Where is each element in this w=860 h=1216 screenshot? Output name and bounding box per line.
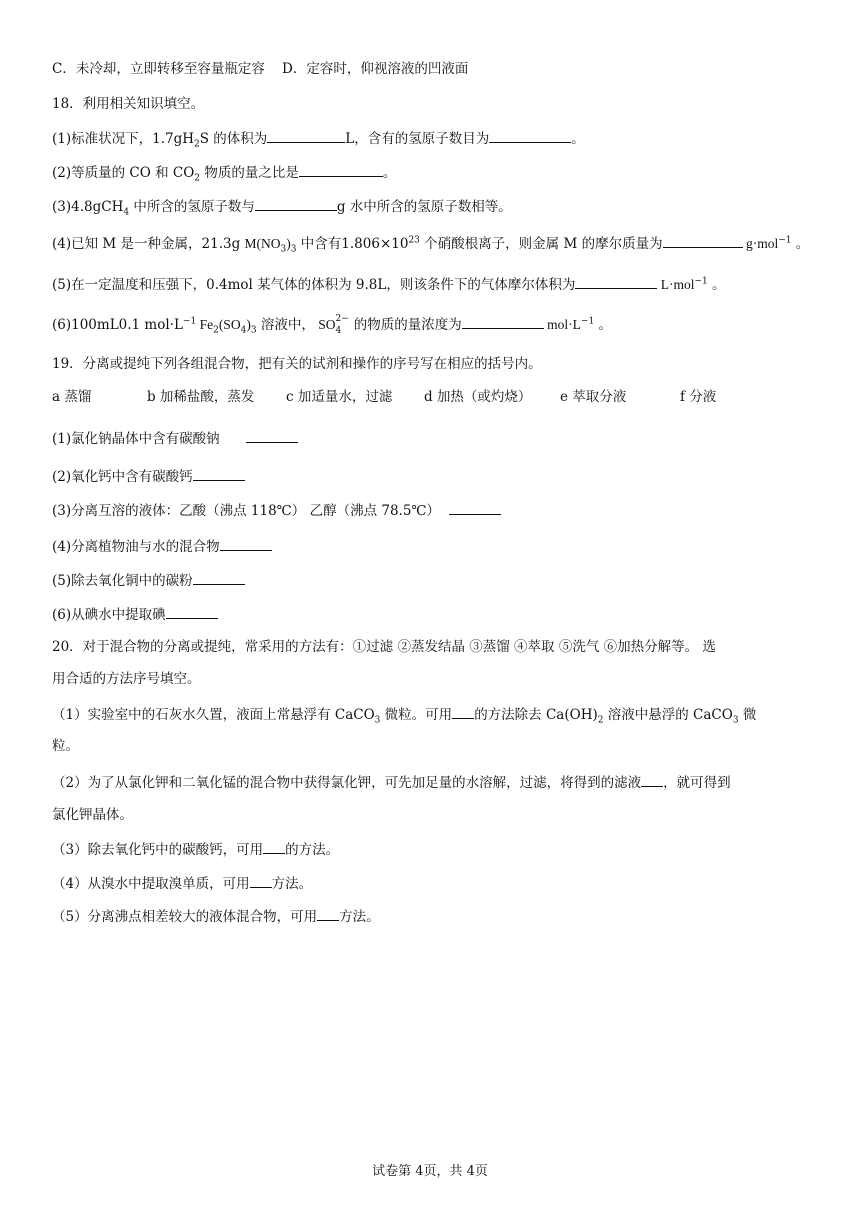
q19-option-c: c 加适量水，过滤 bbox=[286, 389, 393, 405]
q19-option-e: e 萃取分液 bbox=[560, 389, 627, 405]
q20-part5: （5）分离沸点相差较大的液体混合物，可用 方法。 bbox=[52, 909, 380, 925]
answer-blank[interactable] bbox=[193, 571, 245, 585]
answer-blank[interactable] bbox=[299, 163, 383, 177]
answer-blank[interactable] bbox=[246, 429, 298, 443]
q17-options-cd bbox=[52, 60, 468, 78]
answer-blank[interactable] bbox=[462, 315, 544, 329]
answer-blank[interactable] bbox=[452, 705, 474, 719]
q20-part2: （2）为了从氯化钾和二氧化锰的混合物中获得氯化钾，可先加足量的水溶解，过滤，将得到的滤液 ，就可得到 bbox=[52, 775, 731, 791]
sulfate-indices: 2− 4 bbox=[335, 313, 349, 336]
q20-part1: （1）实验室中的石灰水久置，液面上常悬浮有 CaCO$_3$ 微粒。可用 的方法除去 $Ca(OH)_2$ 溶液中悬浮的 CaCO$_3$ 微 bbox=[52, 707, 757, 726]
answer-blank[interactable] bbox=[220, 537, 272, 551]
q20-part1-cont: 粒。 bbox=[52, 738, 79, 754]
q18-part6: (6)100mL0.1 $mol\cdot L^{-1}$ $Fe_2(SO_4)_3$ 溶液中， SO 2− 4 的物质的量浓度为 $mol\cdot L^{-1}$ 。 bbox=[52, 313, 612, 336]
q18-part1: (1)标准状况下，$1.7gH_2S$ 的体积为 L，含有的氢原子数目为 。 bbox=[52, 131, 585, 150]
answer-blank[interactable] bbox=[489, 129, 571, 143]
answer-blank[interactable] bbox=[449, 501, 501, 515]
q18-stem: 18．利用相关知识填空。 bbox=[52, 96, 205, 112]
answer-blank[interactable] bbox=[193, 467, 245, 481]
q19-option-b: b 加稀盐酸，蒸发 bbox=[147, 389, 255, 405]
q17-option-d: D．定容时，仰视溶液的凹液面 bbox=[282, 61, 469, 77]
answer-blank[interactable] bbox=[575, 275, 657, 289]
q19-item-5: (5)除去氧化铜中的碳粉 bbox=[52, 571, 245, 590]
q18-part5: (5)在一定温度和压强下，0.4mol 某气体的体积为 9.8L，则该条件下的气体摩尔体积为 L·mol$^{-1}$ 。 bbox=[52, 276, 726, 293]
q19-item-2: (2)氧化钙中含有碳酸钙 bbox=[52, 467, 245, 486]
q18-part3: (3)4.8gCH$_4$ 中所含的氢原子数与 g 水中所含的氢原子数相等。 bbox=[52, 199, 512, 218]
answer-blank[interactable] bbox=[663, 234, 743, 248]
answer-blank[interactable] bbox=[317, 907, 339, 921]
q19-item-1: (1)氯化钠晶体中含有碳酸钠 bbox=[52, 429, 298, 448]
answer-blank[interactable] bbox=[255, 197, 337, 211]
q17-option-c: C．未冷却，立即转移至容量瓶定容 bbox=[52, 61, 265, 77]
answer-blank[interactable] bbox=[166, 605, 218, 619]
page-footer: 试卷第 4页，共 4页 bbox=[372, 1164, 488, 1179]
answer-blank[interactable] bbox=[263, 840, 285, 854]
q20-part3: （3）除去氧化钙中的碳酸钙，可用 的方法。 bbox=[52, 842, 340, 858]
q18-part4: (4)已知 M 是一种金属，21.3g $M(NO_3)_3$ 中含有$1.806\times 10^{23}$ 个硝酸根离子，则金属 M 的摩尔质量为 g·mol$^{-1}$ 。 bbox=[52, 235, 810, 255]
q19-option-d: d 加热（或灼烧） bbox=[424, 389, 532, 405]
q18-part2: (2)等质量的 CO 和 $CO_2$ 物质的量之比是 。 bbox=[52, 165, 397, 184]
answer-blank[interactable] bbox=[250, 874, 272, 888]
q19-option-a: a 蒸馏 bbox=[52, 389, 92, 405]
answer-blank[interactable] bbox=[641, 773, 663, 787]
q19-options bbox=[52, 388, 716, 406]
q19-item-4: (4)分离植物油与水的混合物 bbox=[52, 537, 272, 556]
q19-stem: 19．分离或提纯下列各组混合物，把有关的试剂和操作的序号写在相应的括号内。 bbox=[52, 356, 542, 372]
q20-stem-line1: 20．对于混合物的分离或提纯，常采用的方法有：①过滤 ②蒸发结晶 ③蒸馏 ④萃取 ⑤洗气 ⑥加热分解等。 选 bbox=[52, 639, 716, 655]
q19-item-3: (3)分离互溶的液体：乙酸（沸点 118℃） 乙醇（沸点 78.5℃） bbox=[52, 501, 501, 520]
q20-stem-line2: 用合适的方法序号填空。 bbox=[52, 671, 201, 687]
answer-blank[interactable] bbox=[267, 129, 345, 143]
q19-option-f: f 分液 bbox=[680, 389, 717, 405]
q19-item-6: (6)从碘水中提取碘 bbox=[52, 605, 218, 624]
q20-part4: （4）从溴水中提取溴单质，可用 方法。 bbox=[52, 876, 313, 892]
q20-part2-cont: 氯化钾晶体。 bbox=[52, 807, 133, 823]
